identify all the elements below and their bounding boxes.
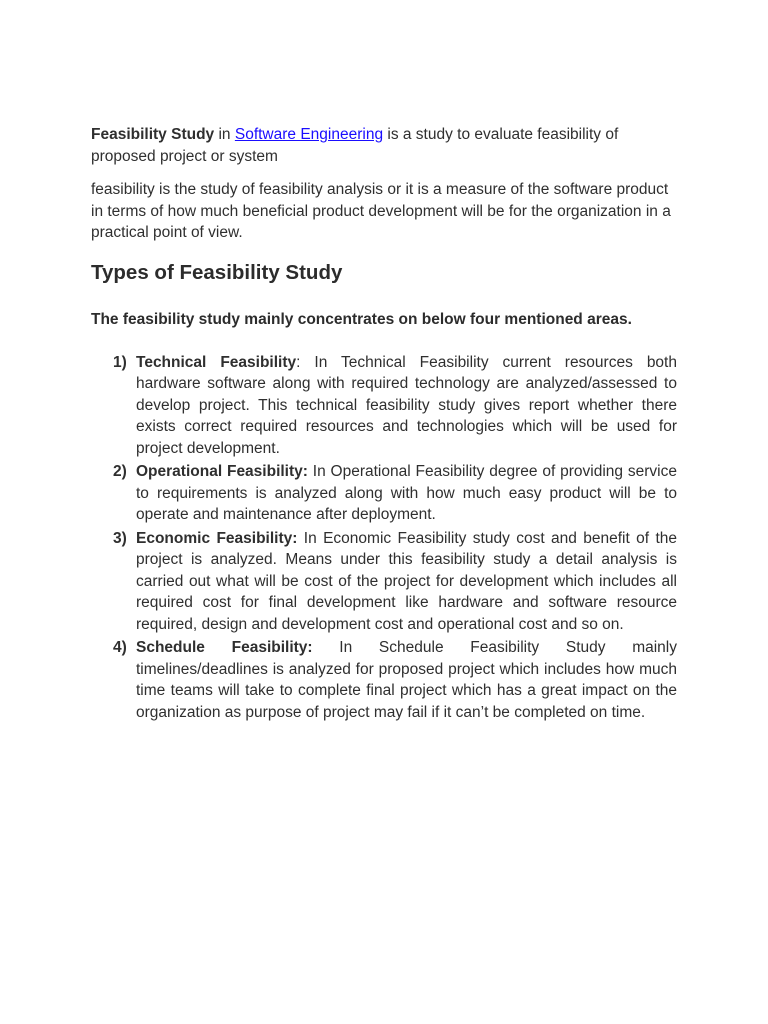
item-text: In Operational Feasibility degree of providing service to requirements is analyzed along with how much easy product will be to operate and maintenance after deployment. [136, 463, 677, 523]
section-title: Types of Feasibility Study [91, 260, 343, 284]
item-text: In Economic Feasibility study cost and benefit of the project is analyzed. Means under this feasibility study a detail analysis is carried out what will be cost of the project for development which includes all required cost for final development like hardware and software resource required, design and development cost and operational cost and so on. [136, 529, 677, 633]
document-body [91, 124, 677, 725]
item-title: Schedule Feasibility: [136, 639, 313, 656]
list-item-operational [91, 461, 677, 526]
areas-intro: The feasibility study mainly concentrates on below four mentioned areas. [91, 310, 632, 328]
item-text: In Schedule Feasibility Study mainly timelines/deadlines is analyzed for proposed project which includes how much time teams will take to complete final project which has a great impact on the organization as purpose of project may fail if it can’t be completed on time. [136, 639, 678, 721]
definition-paragraph: feasibility is the study of feasibility analysis or it is a measure of the software product in terms of how much beneficial product development will be for the organization in a practical point of view. [91, 181, 671, 241]
list-number: 1) [113, 353, 127, 371]
list-item-economic [91, 528, 677, 636]
item-title: Economic Feasibility: [136, 529, 298, 547]
intro-in-word: in [214, 126, 235, 143]
intro-term: Feasibility Study [91, 126, 215, 143]
list-number: 3) [113, 529, 127, 547]
list-item-technical [91, 352, 677, 460]
item-title: Technical Feasibility [136, 353, 297, 371]
software-engineering-link[interactable]: Software Engineering [234, 126, 384, 143]
intro-paragraph [91, 124, 677, 167]
item-title: Operational Feasibility: [136, 463, 308, 480]
item-text: : In Technical Feasibility current resources both hardware software along with required technology are analyzed/assessed to develop project. This technical feasibility study gives report whether there exists correct required resources and technologies which will be used for project development. [136, 353, 677, 457]
list-number: 4) [113, 639, 127, 656]
intro-rest: is a study to evaluate feasibility of proposed project or system [91, 126, 619, 165]
list-item-schedule [91, 637, 677, 723]
list-number: 2) [113, 463, 127, 480]
feasibility-types-list [91, 352, 677, 724]
